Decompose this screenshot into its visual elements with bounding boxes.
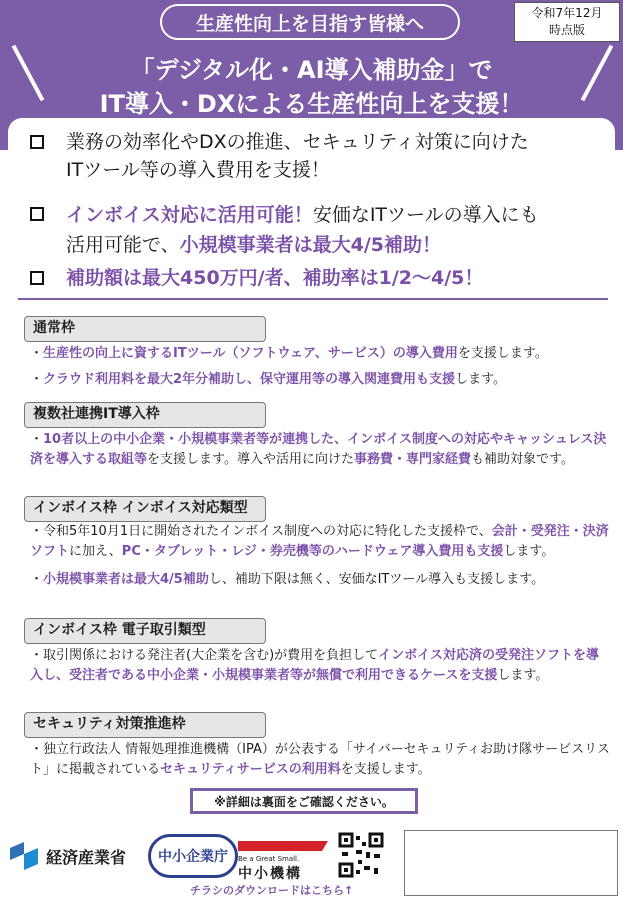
smrj-stripe-icon: [238, 841, 328, 851]
bullet-2-text: 安価なITツールの導入にも: [312, 204, 539, 226]
date-badge: [514, 2, 620, 42]
section-label-invoice: インボイス枠 インボイス対応類型: [24, 496, 266, 522]
bullet-1-line1: 業務の効率化やDXの推進、セキュリティ対策に向けた: [66, 131, 529, 153]
section-label-standard: 通常枠: [24, 316, 266, 342]
bullet-2-highlight2: 小規模事業者は最大4/5補助！: [179, 234, 442, 256]
smrj-tagline: Be a Great Small.: [238, 855, 300, 863]
section-divider: [18, 298, 608, 300]
bullet-3: [30, 264, 483, 292]
date-line1: 令和7年12月: [531, 6, 603, 20]
meti-logo: [8, 842, 126, 870]
meti-mark-icon: [8, 842, 40, 870]
section-label-e-transaction: インボイス枠 電子取引類型: [24, 618, 266, 644]
bullet-2: [30, 200, 539, 260]
blank-stamp-box: [404, 830, 618, 896]
section-multi-company-text: ・10者以上の中小企業・小規模事業者等が連携した、インボイス制度への対応やキャッシュレス決済を導入する取組等を支援します。導入や活用に向けた事務費・専門家経費も補助対象です。: [30, 432, 607, 467]
checkbox-square-icon: [30, 271, 44, 285]
bullet-2-highlight: インボイス対応に活用可能！: [66, 204, 313, 226]
sme-agency-name: 中小企業庁: [158, 849, 228, 865]
section-standard-text: ・生産性の向上に資するITツール（ソフトウェア、サービス）の導入費用を支援します。 ・クラウド利用料を最大2年分補助し、保守運用等の導入関連費用も支援します。: [30, 346, 548, 387]
bullet-1-line2: ITツール等の導入費用を支援！: [66, 159, 330, 181]
checkbox-square-icon: [30, 135, 44, 149]
section-security-text: ・独立行政法人 情報処理推進機構（IPA）が公表する「サイバーセキュリティお助け隊サービスリスト」に掲載されているセキュリティサービスの利用料を支援します。: [30, 742, 610, 777]
download-link-text[interactable]: チラシのダウンロードはこちら↑: [190, 884, 354, 897]
bullet-1: [30, 128, 529, 184]
bullet-3-text: 補助額は最大450万円/者、補助率は1/2～4/5！: [66, 267, 484, 289]
bullet-2-text2: 活用可能で、: [66, 234, 180, 256]
section-label-security: セキュリティ対策推進枠: [24, 712, 266, 738]
meti-name: 経済産業省: [46, 847, 127, 867]
section-e-transaction-text: ・取引関係における発注者(大企業を含む)が費用を負担してインボイス対応済の受発注ソフトを導入し、受注者である中小企業・小規模事業者等が無償で利用できるケースを支援します。: [30, 648, 600, 683]
title-line2: IT導入・DXによる生産性向上を支援！: [99, 90, 524, 118]
section-invoice-text: ・令和5年10月1日に開始されたインボイス制度への対応に特化した支援枠で、会計・受発注・決済ソフトに加え、PC・タブレット・レジ・券売機等のハードウェア導入費用も支援します。 ・小規模事業者は最大4/5補助し、補助下限は無く、安価なITツール導入も支援します。: [30, 524, 609, 587]
details-note: ※詳細は裏面をご確認ください。: [190, 788, 418, 814]
section-label-multi-company: 複数社連携IT導入枠: [24, 402, 266, 428]
qr-code-icon[interactable]: [338, 832, 384, 878]
audience-pill: 生産性向上を目指す皆様へ: [160, 4, 460, 40]
smrj-name: 中小機構: [238, 866, 302, 882]
sme-agency-logo: [148, 834, 238, 878]
title-line1: 「デジタル化・AI導入補助金」で: [130, 56, 493, 84]
checkbox-square-icon: [30, 207, 44, 221]
smrj-logo: [238, 836, 330, 883]
date-line2: 時点版: [548, 23, 585, 37]
